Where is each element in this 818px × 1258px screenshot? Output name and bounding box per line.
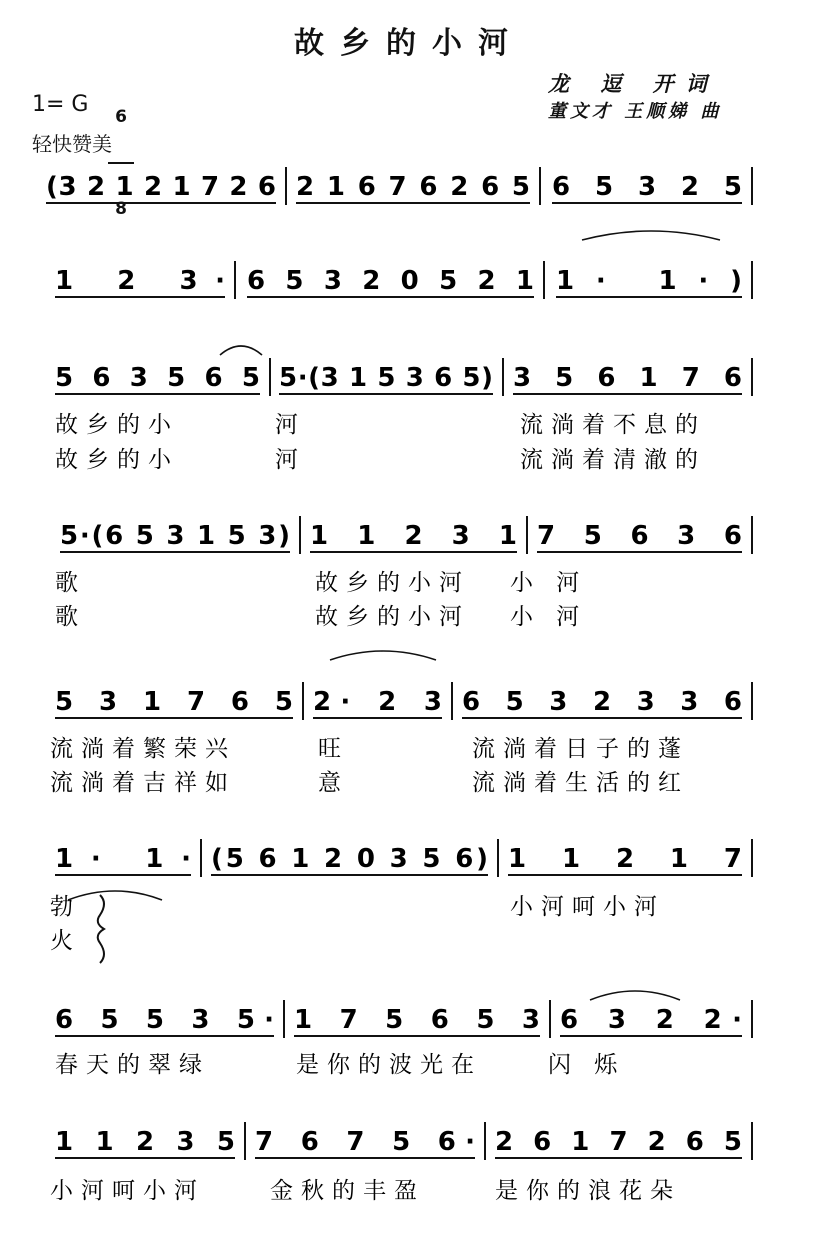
lyric-line: 流淌着不息的 — [520, 412, 706, 438]
lyric-line: 河 — [275, 412, 306, 438]
tempo-marking: 轻快赞美 — [32, 132, 112, 156]
measure-notes: 5·(3 1 5 3 6 5) — [279, 363, 493, 393]
composer-credit: 董文才 王顺娣 曲 — [548, 101, 723, 122]
lyric-line: 流淌着日子的蓬 — [472, 736, 689, 762]
lyricist-credit: 龙 逗 开词 — [548, 72, 719, 96]
measure-notes: 1 2 3· — [55, 266, 225, 296]
measure-notes: 6 5 5 3 5· — [55, 1005, 274, 1035]
slur-mark — [220, 346, 262, 355]
lyric-line: 流淌着吉祥如 — [50, 770, 236, 796]
lyric-line: 流淌着生活的红 — [472, 770, 689, 796]
lyric-line: 故乡的小 — [55, 447, 179, 473]
measure-notes: 3 5 6 1 7 6 — [513, 363, 742, 393]
measure-notes: 7 6 7 5 6· — [255, 1127, 475, 1157]
measure-notes: (3 2 1 2 1 7 2 6 — [46, 172, 276, 202]
lyric-line: 故乡的小 — [55, 412, 179, 438]
measure-notes: 5 3 1 7 6 5 — [55, 687, 293, 717]
measure-notes: 2· 2 3 — [313, 687, 442, 717]
measure-notes: 5 6 3 5 6 5 — [55, 363, 260, 393]
measure-notes: 6 5 3 2 3 3 6 — [462, 687, 742, 717]
measure-notes: 2 6 1 7 2 6 5 — [495, 1127, 742, 1157]
measure-notes: 1 1 2 3 5 — [55, 1127, 235, 1157]
lyric-line: 小 河 — [510, 604, 588, 630]
lyric-line: 小河呵小河 — [510, 894, 665, 920]
lyric-line: 闪 烁 — [548, 1052, 626, 1078]
lyric-line: 火 — [50, 928, 81, 954]
lyric-line: 旺 — [318, 736, 349, 762]
lyric-line: 流淌着繁荣兴 — [50, 736, 236, 762]
slur-mark — [582, 231, 720, 240]
measure-notes: 5·(6 5 3 1 5 3) — [60, 521, 290, 551]
lyric-line: 歌 — [55, 570, 86, 596]
lyric-line: 是你的波光在 — [296, 1052, 482, 1078]
slur-mark — [590, 991, 680, 1000]
lyric-line: 流淌着清澈的 — [520, 447, 706, 473]
measure-notes: 6 3 2 2· — [560, 1005, 742, 1035]
measure-notes: 6 5 3 2 5 — [552, 172, 742, 202]
song-title: 故乡的小河 — [294, 26, 524, 61]
time-denominator: 8 — [115, 199, 127, 219]
lyric-line: 小 河 — [510, 570, 588, 596]
lyric-line: 河 — [275, 447, 306, 473]
measure-notes: 1· 1·) — [556, 266, 742, 296]
lyric-line: 故乡的小河 — [315, 604, 470, 630]
slur-mark — [330, 651, 436, 660]
lyric-line: 勃 — [50, 894, 81, 920]
measure-notes: 1· 1· — [55, 844, 191, 874]
brace-mark — [98, 895, 104, 963]
measure-notes: 1 7 5 6 5 3 — [294, 1005, 540, 1035]
measure-notes: 1 1 2 1 7 — [508, 844, 742, 874]
measure-notes: 1 1 2 3 1 — [310, 521, 517, 551]
key-signature: 1= G — [32, 92, 89, 117]
measure-notes: 7 5 6 3 6 — [537, 521, 742, 551]
lyric-line: 故乡的小河 — [315, 570, 470, 596]
measure-notes: (5 6 1 2 0 3 5 6) — [211, 844, 488, 874]
lyric-line: 是你的浪花朵 — [495, 1178, 681, 1204]
time-numerator: 6 — [115, 107, 127, 127]
lyric-line: 歌 — [55, 604, 86, 630]
lyric-line: 金秋的丰盈 — [270, 1178, 425, 1204]
lyric-line: 春天的翠绿 — [55, 1052, 210, 1078]
measure-notes: 2 1 6 7 6 2 6 5 — [296, 172, 530, 202]
measure-notes: 6 5 3 2 0 5 2 1 — [247, 266, 534, 296]
lyric-line: 意 — [318, 770, 349, 796]
lyric-line: 小河呵小河 — [50, 1178, 205, 1204]
slur-mark — [68, 891, 162, 900]
